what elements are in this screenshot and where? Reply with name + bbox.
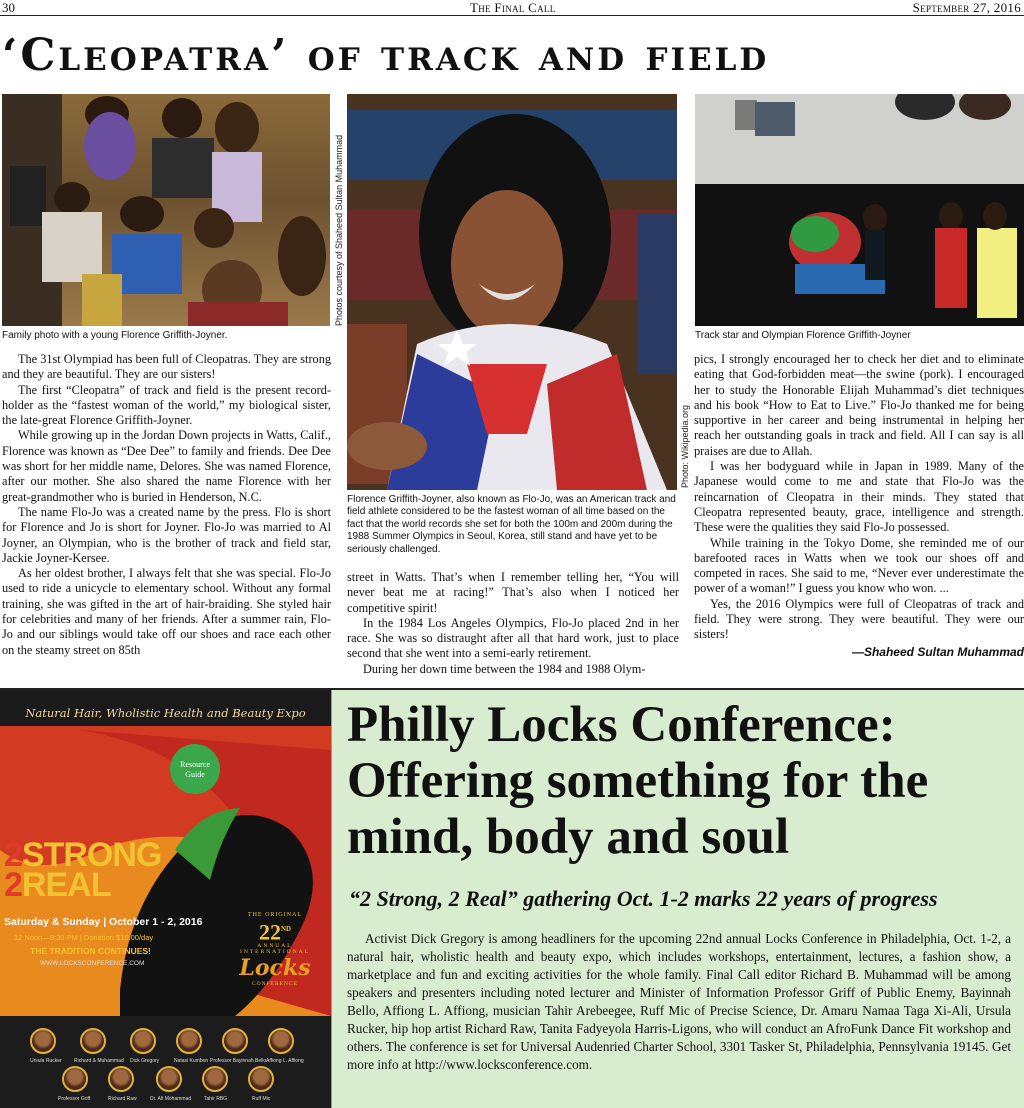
speaker-name: Ruff Mic — [252, 1096, 271, 1102]
paragraph: While training in the Tokyo Dome, she reminded me of our barefooted races in Watts when we took our shoes off and competed in races. She said to me, “Never ever underestimate the power of a woman!” I guess you know who won. ... — [694, 535, 1024, 596]
speaker-avatar — [156, 1066, 182, 1092]
paragraph: The 31st Olympiad has been full of Cleopatras. They are strong and they are beautiful. They are our sisters! — [2, 352, 331, 382]
speaker-name: Ursula Rucker — [30, 1058, 62, 1064]
paragraph: During her down time between the 1984 and 1988 Olym- — [363, 661, 646, 676]
paragraph: The name Flo-Jo was a created name by the press. Flo is short for Florence and Jo is short for Joyner. Flo-Jo was married to Al Joyner, an Olympian, who is the brother of track and field star, Jackie Joyner-Kersee. — [2, 504, 331, 565]
speaker-avatar — [62, 1066, 88, 1092]
seal-top-text: THE ORIGINAL — [247, 912, 303, 918]
seal-suffix: ND — [280, 925, 292, 933]
paragraph: While growing up in the Jordan Down projects in Watts, Calif., Florence was known as “Dee Dee” to family and friends. Dee Dee was short for her middle name, Delores. She was named Florence, after our mother. She also shared the name Florence with her great-grandmother who is buried in Henderson, N.C. — [2, 428, 331, 504]
article-column-1 — [2, 352, 331, 658]
family-photo — [2, 94, 330, 326]
speaker-avatar — [176, 1028, 202, 1054]
poster-logo — [4, 836, 162, 904]
poster-dates: Saturday & Sunday | October 1 - 2, 2016 — [4, 916, 203, 928]
resource-guide-badge: Resource Guide — [170, 744, 220, 794]
logo-num-2: 2 — [4, 866, 22, 904]
paragraph: As her oldest brother, I always felt that she was special. Flo-Jo used to ride a unicycle to elementary school. Without any formal training, she was gifted in the art of hair-braiding. She styled hair for celebrities and many of her friends. After a summer rain, Flo-Jo and our siblings would take off our shoes and race each other on the steamy street on 85th — [2, 566, 331, 657]
feature-body: Activist Dick Gregory is among headliners for the upcoming 22nd annual Locks Conference in Philadelphia, Oct. 1-2, a natural hair, wholistic health and beauty expo, which includes workshops, entertainment, lectures, a fashion show, a marketplace and fun and exciting activities for the whole family. Final Call editor Richard B. Muhammad will be among speakers and presenters including noted lecturer and Minister of Information Professor Griff of Public Enemy, Bayinnah Bello, Affiong L. Affiong, musician Tahir Arebeegee, Ruff Mic of Precise Science, Dr. Amaru Namaa Taga Xi-Ali, Ursula Rucker, hip hop artist Richard Raw, Tanita Fadyeyola Harris-Ligons, who will conduct an AfroFunk Dance Fit workshop and others. The conference is set for Universal Audenried Charter School, 3301 Tasker St, Philadelphia, Pennsylvania 19145. Get more info at http://www.locksconference.com. — [347, 931, 1011, 1072]
conference-poster — [0, 690, 331, 1108]
seal-number: 22 — [258, 919, 281, 945]
stage-photo — [695, 94, 1024, 326]
speaker-name: Natasi Kumbon — [174, 1058, 209, 1064]
running-header — [0, 0, 1024, 16]
speaker-name: Professor Bayinnah Bello — [210, 1058, 267, 1064]
seal-locks: Locks — [239, 955, 311, 982]
feature-title: Philly Locks Conference: Offering something for the mind, body and soul — [347, 697, 929, 865]
article-column-3 — [694, 352, 1024, 660]
locks-conference-seal — [236, 912, 314, 987]
poster-title: Natural Hair, Wholistic Health and Beauty Expo — [25, 706, 306, 720]
author-signature: —Shaheed Sultan Muhammad — [851, 644, 1024, 659]
feature-subtitle: “2 Strong, 2 Real” gathering Oct. 1-2 marks 22 years of progress — [349, 886, 938, 911]
center-photo-credit: Photo: Wikipedia.org — [680, 404, 690, 488]
speaker-name: Tahir RBG — [204, 1096, 228, 1102]
seal-conference: CONFERENCE — [251, 981, 299, 988]
speaker-name: Professor Griff — [58, 1096, 91, 1102]
poster-hours: 12 Noon—9:30 PM | Donation $10.00/day — [14, 933, 154, 942]
speaker-name: Richard Raw — [108, 1096, 137, 1102]
paragraph: The first “Cleopatra” of track and field is the present record-holder as the “fastest woman of the world,” my biological sister, the late-great Florence Griffith-Joyner. — [2, 382, 331, 428]
speaker-avatar — [268, 1028, 294, 1054]
poster-tagline: THE TRADITION CONTINUES! — [30, 946, 151, 956]
logo-num-1: 2 — [4, 836, 22, 874]
logo-word-1: STRONG — [21, 836, 162, 874]
paragraph: I was her bodyguard while in Japan in 1989. Many of the Japanese would come to me and state that Flo-Jo was the reincarnation of Cleopatra in their minds. They stated that Cleopatra represented beauty, grace, intelligence and strength. These were the qualities they said Flo-Jo possessed. — [694, 459, 1024, 535]
center-photo-caption: Florence Griffith-Joyner, also known as Flo-Jo, was an American track and field athlete considered to be the fastest woman of all time based on the fact that the world records she set for both the 100m and 200m during the 1988 Summer Olympics in Seoul, Korea, still stand and have yet to be seriously challenged. — [347, 494, 676, 555]
logo-word-2: REAL — [21, 866, 111, 904]
portrait-photo — [347, 94, 677, 490]
paragraph: Yes, the 2016 Olympics were full of Cleopatras of track and field. They were strong. They were beautiful. They were our sisters! — [694, 596, 1024, 642]
speaker-avatar — [80, 1028, 106, 1054]
seal-intl: INTERNATIONAL — [240, 949, 310, 956]
article-headline: ‘Cleopatra’ of track and field — [2, 30, 770, 81]
speaker-name: Affiong L. Affiong — [266, 1058, 304, 1064]
poster-url: WWW.LOCKSCONFERENCE.COM — [40, 960, 145, 967]
publication-name: The Final Call — [470, 0, 556, 15]
speaker-name: Dick Gregory — [130, 1058, 160, 1064]
speaker-avatar — [130, 1028, 156, 1054]
speaker-name: Richard & Muhammad — [74, 1058, 124, 1064]
seal-annual: ANNUAL — [257, 943, 293, 950]
speaker-avatar — [108, 1066, 134, 1092]
speaker-name: Dr. Afi Mohammad — [150, 1096, 192, 1102]
speaker-avatar — [30, 1028, 56, 1054]
issue-date: September 27, 2016 — [912, 0, 1021, 15]
speaker-avatar — [222, 1028, 248, 1054]
header-rule — [0, 15, 1024, 16]
speaker-avatar — [202, 1066, 228, 1092]
article-column-2 — [347, 570, 679, 677]
right-photo-caption: Track star and Olympian Florence Griffith-Joyner — [695, 330, 911, 341]
speaker-avatar — [248, 1066, 274, 1092]
left-photo-credit: Photos courtesy of Shaheed Sultan Muhammad — [334, 134, 344, 326]
paragraph: pics, I strongly encouraged her to check her diet and to eliminate eating that God-forbidden meat—the swine (pork). I encouraged her to study the Honorable Elijah Muhammad’s diet techniques and his book “How to Eat to Live.” Flo-Jo thanked me for being supportive in her career and being instrumental in helping her reach her outstanding goals in track and field. All I can say is all praises are due to Allah. — [694, 352, 1024, 458]
page-number: 30 — [2, 0, 15, 15]
paragraph: street in Watts. That’s when I remember telling her, “You will never beat me at racing!” That’s also when I noticed her competitive spirit! — [347, 570, 679, 615]
paragraph: In the 1984 Los Angeles Olympics, Flo-Jo placed 2nd in her race. She was so distraught after all that hard work, just to place second that she went into a semi-early retirement. — [347, 615, 679, 661]
left-photo-caption: Family photo with a young Florence Griffith-Joyner. — [2, 330, 228, 341]
